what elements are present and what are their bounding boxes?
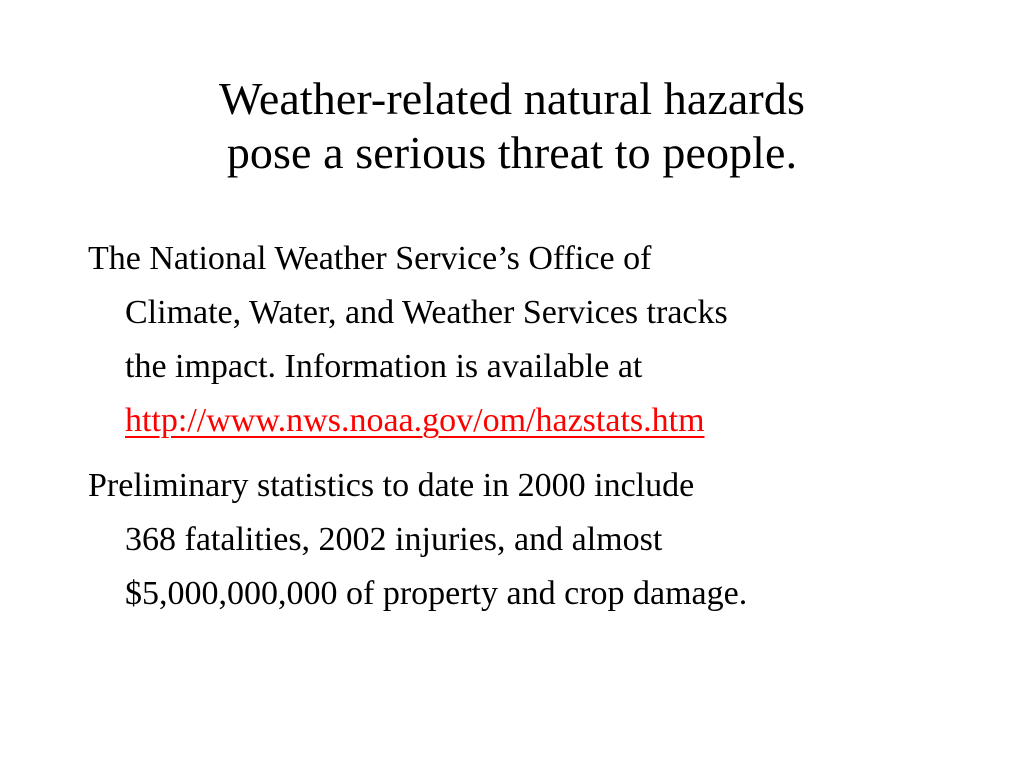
paragraph-statistics xyxy=(88,459,988,621)
paragraph-line: Preliminary statistics to date in 2000 include xyxy=(88,467,695,504)
hazstats-link[interactable]: http://www.nws.noaa.gov/om/hazstats.htm xyxy=(125,402,705,439)
slide-title xyxy=(60,72,964,180)
paragraph-line: Climate, Water, and Weather Services tracks xyxy=(125,294,728,331)
paragraph-line: $5,000,000,000 of property and crop damage. xyxy=(125,575,748,612)
slide-body xyxy=(88,232,988,632)
paragraph-line-link xyxy=(88,394,988,448)
title-line: Weather-related natural hazards xyxy=(219,73,805,124)
paragraph-line: The National Weather Service’s Office of xyxy=(88,240,652,277)
paragraph-nws-info xyxy=(88,232,988,448)
paragraph-line: the impact. Information is available at xyxy=(125,348,643,385)
title-line: pose a serious threat to people. xyxy=(226,127,798,178)
paragraph-line: 368 fatalities, 2002 injuries, and almost xyxy=(125,521,663,558)
